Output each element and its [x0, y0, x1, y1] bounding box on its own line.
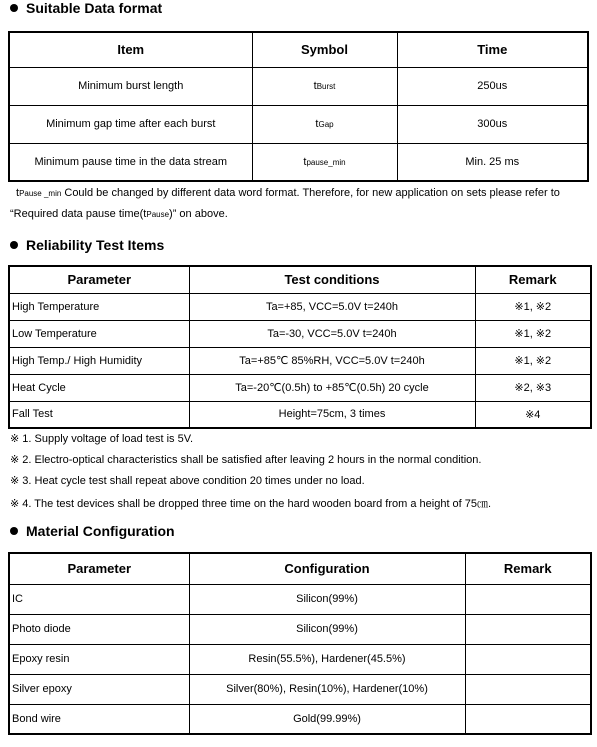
item-cell: Minimum gap time after each burst	[9, 105, 252, 143]
table-header-row	[9, 266, 591, 293]
reliability-note-4: ※ 4. The test devices shall be dropped three time on the hard wooden board from a height of 75㎝.	[10, 498, 492, 510]
material-table	[8, 552, 592, 735]
parameter-cell: Silver epoxy	[9, 674, 189, 704]
header-test-conditions: Test conditions	[189, 266, 475, 293]
reliability-note-1: ※ 1. Supply voltage of load test is 5V.	[10, 433, 194, 445]
header-parameter: Parameter	[9, 266, 189, 293]
symbol-cell: tGap	[252, 105, 397, 143]
header-parameter: Parameter	[9, 553, 189, 584]
remark-cell: ※4	[475, 401, 591, 428]
remark-cell	[465, 704, 591, 734]
section-title-text: Suitable Data format	[26, 0, 163, 16]
bullet-icon	[10, 241, 18, 249]
condition-cell: Ta=+85℃ 85%RH, VCC=5.0V t=240h	[189, 347, 475, 374]
section-title-text: Reliability Test Items	[26, 237, 165, 253]
section-title-data-format	[10, 0, 162, 16]
bullet-icon	[10, 527, 18, 535]
header-symbol: Symbol	[252, 32, 397, 67]
remark-cell	[465, 614, 591, 644]
table-header-row	[9, 32, 588, 67]
table-row	[9, 293, 591, 320]
remark-cell: ※2, ※3	[475, 374, 591, 401]
reliability-note-2: ※ 2. Electro-optical characteristics shall be satisfied after leaving 2 hours in the normal condition.	[10, 454, 482, 466]
configuration-cell: Silicon(99%)	[189, 614, 465, 644]
header-configuration: Configuration	[189, 553, 465, 584]
bullet-icon	[10, 4, 18, 12]
parameter-cell: Bond wire	[9, 704, 189, 734]
configuration-cell: Gold(99.99%)	[189, 704, 465, 734]
condition-cell: Ta=-20℃(0.5h) to +85℃(0.5h) 20 cycle	[189, 374, 475, 401]
time-cell: Min. 25 ms	[397, 143, 588, 181]
section-title-material	[10, 523, 175, 539]
symbol-cell: tpause_min	[252, 143, 397, 181]
pause-note-line2: “Required data pause time(tPause)” on above.	[10, 208, 228, 220]
remark-cell: ※1, ※2	[475, 320, 591, 347]
configuration-cell: Silicon(99%)	[189, 584, 465, 614]
condition-cell: Ta=+85, VCC=5.0V t=240h	[189, 293, 475, 320]
remark-cell	[465, 584, 591, 614]
item-cell: Minimum pause time in the data stream	[9, 143, 252, 181]
condition-cell: Height=75cm, 3 times	[189, 401, 475, 428]
table-row	[9, 614, 591, 644]
header-remark: Remark	[465, 553, 591, 584]
table-row	[9, 674, 591, 704]
data-format-table	[8, 31, 589, 182]
header-item: Item	[9, 32, 252, 67]
configuration-cell: Silver(80%), Resin(10%), Hardener(10%)	[189, 674, 465, 704]
parameter-cell: Fall Test	[9, 401, 189, 428]
table-header-row	[9, 553, 591, 584]
table-row	[9, 401, 591, 428]
configuration-cell: Resin(55.5%), Hardener(45.5%)	[189, 644, 465, 674]
parameter-cell: IC	[9, 584, 189, 614]
pause-note-line1: tPause _min Could be changed by different data word format. Therefore, for new application on sets please refer to	[16, 187, 560, 199]
table-row	[9, 584, 591, 614]
table-row	[9, 320, 591, 347]
symbol-cell: tBurst	[252, 67, 397, 105]
parameter-cell: Heat Cycle	[9, 374, 189, 401]
header-remark: Remark	[475, 266, 591, 293]
table-row	[9, 704, 591, 734]
table-row	[9, 105, 588, 143]
condition-cell: Ta=-30, VCC=5.0V t=240h	[189, 320, 475, 347]
remark-cell: ※1, ※2	[475, 347, 591, 374]
reliability-table	[8, 265, 592, 429]
section-title-reliability	[10, 237, 164, 253]
header-time: Time	[397, 32, 588, 67]
remark-cell	[465, 644, 591, 674]
table-row	[9, 374, 591, 401]
remark-cell: ※1, ※2	[475, 293, 591, 320]
parameter-cell: Low Temperature	[9, 320, 189, 347]
table-row	[9, 347, 591, 374]
time-cell: 250us	[397, 67, 588, 105]
table-row	[9, 67, 588, 105]
table-row	[9, 143, 588, 181]
table-row	[9, 644, 591, 674]
parameter-cell: Epoxy resin	[9, 644, 189, 674]
remark-cell	[465, 674, 591, 704]
time-cell: 300us	[397, 105, 588, 143]
parameter-cell: High Temp./ High Humidity	[9, 347, 189, 374]
parameter-cell: Photo diode	[9, 614, 189, 644]
item-cell: Minimum burst length	[9, 67, 252, 105]
parameter-cell: High Temperature	[9, 293, 189, 320]
reliability-note-3: ※ 3. Heat cycle test shall repeat above condition 20 times under no load.	[10, 475, 365, 487]
section-title-text: Material Configuration	[26, 523, 175, 539]
